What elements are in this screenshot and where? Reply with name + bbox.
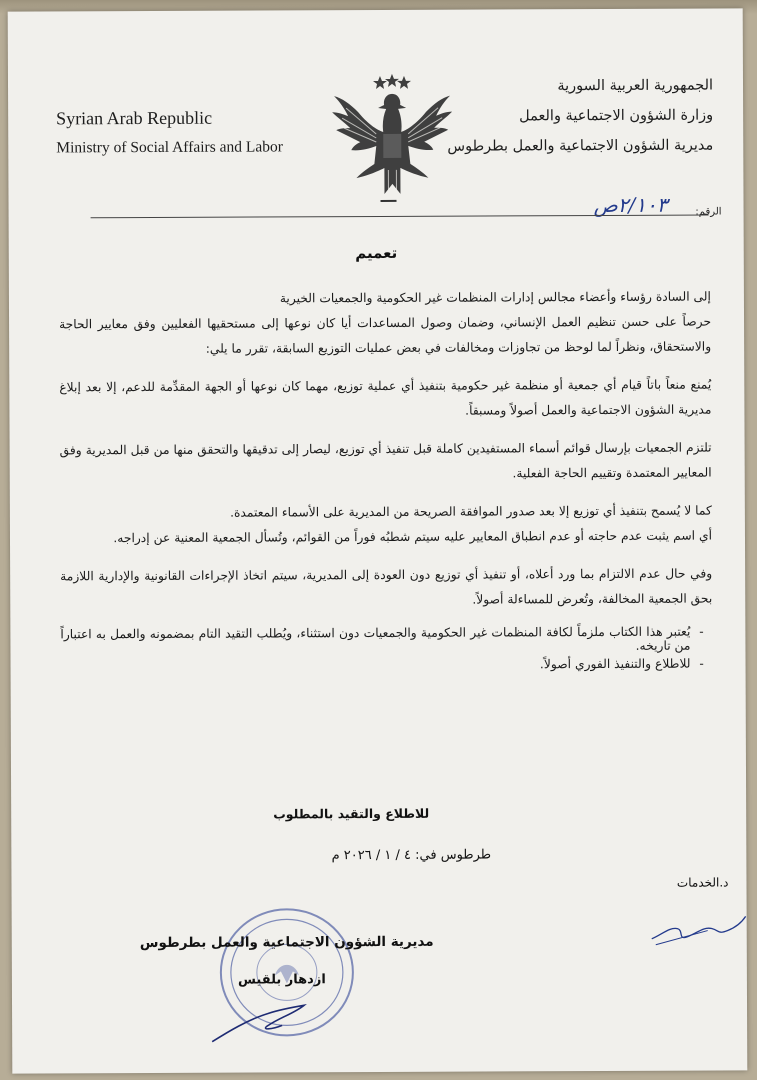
paragraph-item: كما لا يُسمح بتنفيذ أي توزيع إلا بعد صدور الموافقة الصريحة من المديرية على الأسماء المعتمدة. <box>230 503 712 520</box>
paragraph-item: أي اسم يثبت عدم حاجته أو عدم انطباق المعايير عليه سيتم شطبُه فوراً من القوائم، وتُسأل الجمعية المعنية عن إدراجه. <box>113 528 713 546</box>
dash-icon: - <box>699 624 704 639</box>
arabic-header-directorate: مديرية الشؤون الاجتماعية والعمل بطرطوس <box>447 137 714 155</box>
addressee: إلى السادة رؤساء وأعضاء مجالس إدارات المنظمات غير الحكومية والجمعيات الخيرية <box>279 289 711 306</box>
bullet-text: للاطلاع والتنفيذ الفوري أصولاً. <box>539 656 691 672</box>
dash-icon: - <box>699 656 704 671</box>
closing-line: للاطلاع والتقيد بالمطلوب <box>273 805 430 822</box>
bullet-item <box>61 657 713 674</box>
copy-to: د.الخدمات <box>676 875 729 890</box>
document-page <box>8 8 748 1073</box>
document-date: طرطوس في: ٤ / ١ / ٢٠٢٦ م <box>331 847 492 864</box>
intro-paragraph: حرصاً على حسن تنظيم العمل الإنساني، وضمان وصول المساعدات أيا كان نوعها إلى مستحقيها الفعليين وفق معايير الحاجة والاستحقاق، ونظراً لما لوحظ من تجاوزات ومخالفات في بعض عمليات التوزيع السابقة، تقرر ما يلي: <box>59 314 712 356</box>
document-body <box>59 285 713 674</box>
reference-label: الرقم: <box>695 206 722 218</box>
reference-number: ٢/١٠٣ص <box>593 192 668 218</box>
header-separator <box>381 200 397 202</box>
bullet-item <box>60 625 712 656</box>
english-header <box>56 102 283 163</box>
arabic-header-ministry: وزارة الشؤون الاجتماعية والعمل <box>519 107 714 125</box>
paragraph-item: وفي حال عدم الالتزام بما ورد أعلاه، أو تنفيذ أي توزيع دون العودة إلى المديرية، سيتم اتخاذ الإجراءات القانونية والإدارية اللازمة بحق الجمعية المخالفة، وتُعرض للمساءلة أصولاً. <box>60 566 713 607</box>
document-title: تعميم <box>355 243 398 263</box>
arabic-header-country: الجمهورية العربية السورية <box>557 77 714 95</box>
signatory-title: مديرية الشؤون الاجتماعية والعمل بطرطوس <box>139 933 434 952</box>
paragraph-item: يُمنع منعاً باتاً قيام أي جمعية أو منظمة غير حكومية بتنفيذ أي عملية توزيع، مهما كان نوعها أو الجهة المقدِّمة للدعم، إلا بعد إبلاغ مديرية الشؤون الاجتماعية والعمل أصولاً ومسبقاً. <box>59 377 712 418</box>
signatory-name: ازدهار بلقيس <box>238 972 326 988</box>
bullet-text: يُعتبر هذا الكتاب ملزماً لكافة المنظمات غير الحكومية والجمعيات دون استثناء، ويُطلب التقيد التام بمضمونه والعمل به اعتباراً من تاريخه. <box>60 624 691 653</box>
handwritten-signature <box>648 904 748 950</box>
director-signature <box>208 995 328 1046</box>
english-header-ministry: Ministry of Social Affairs and Labor <box>56 138 283 157</box>
syrian-eagle-emblem-icon <box>326 72 459 198</box>
arabic-header <box>447 71 713 162</box>
english-header-country: Syrian Arab Republic <box>56 107 213 129</box>
paragraph-item: تلتزم الجمعيات بإرسال قوائم أسماء المستفيدين كاملة قبل تنفيذ أي توزيع، ليصار إلى تدقيقها والتحقق منها من قبل المديرية وفق المعايير المعتمدة وتقييم الحاجة الفعلية. <box>59 440 712 481</box>
